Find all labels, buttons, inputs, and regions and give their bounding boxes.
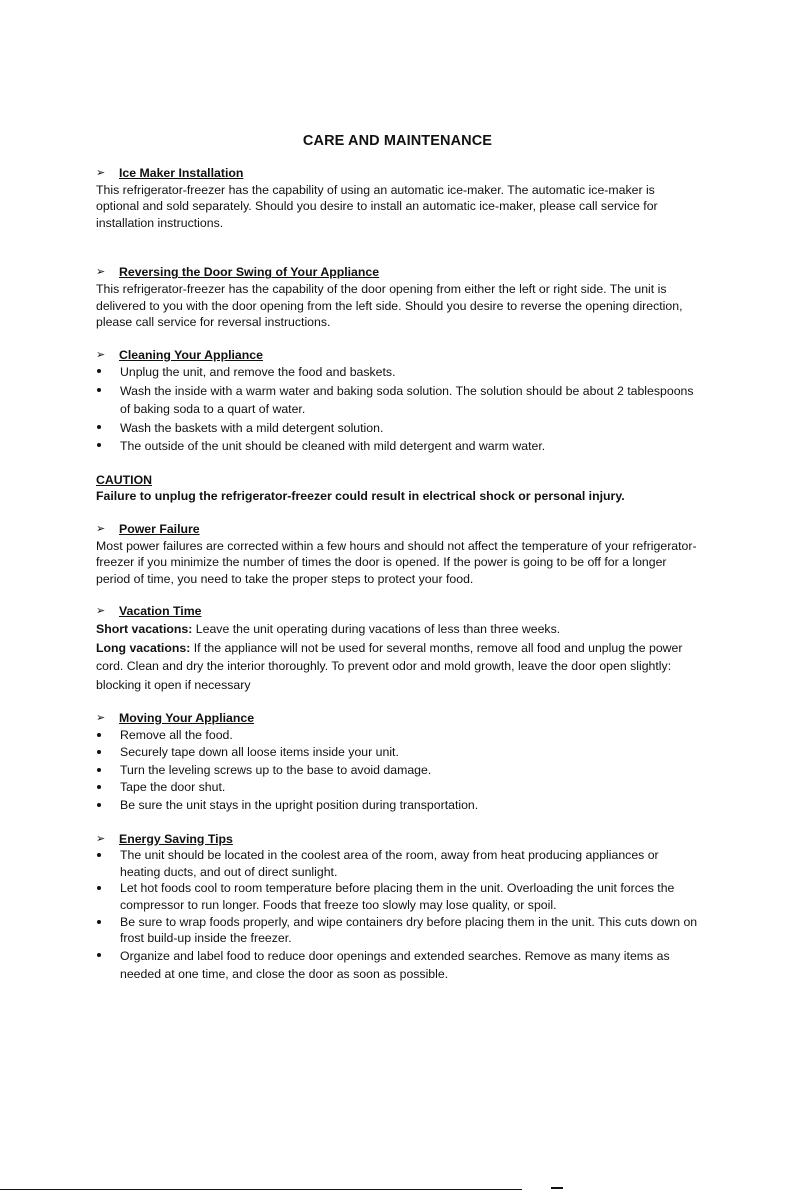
section-power-failure xyxy=(96,521,700,587)
list-item: Unplug the unit, and remove the food and baskets. xyxy=(96,363,700,382)
long-vacations-paragraph xyxy=(96,639,700,695)
list-item: Tape the door shut. xyxy=(96,779,700,797)
arrow-bullet-icon: ➢ xyxy=(96,605,106,618)
section-paragraph: This refrigerator-freezer has the capability of the door opening from either the left or right side. The unit is delivered to you with the door opening from the left side. Should you desire to reverse the opening direction, please call service for reversal instructions. xyxy=(96,281,683,330)
section-heading-row xyxy=(96,521,700,538)
section-heading-row xyxy=(96,831,700,848)
list-item: Wash the baskets with a mild detergent solution. xyxy=(96,419,700,438)
bullet-list xyxy=(96,727,700,815)
arrow-bullet-icon: ➢ xyxy=(96,832,106,845)
bullet-list xyxy=(96,363,700,456)
section-paragraph: Most power failures are corrected within a few hours and should not affect the temperature of your refrigerator-freezer if you minimize the number of times the door is opened. If the power is going to be off for a longer period of time, you need to take the proper steps to protect your food. xyxy=(96,538,697,586)
section-heading-row xyxy=(96,165,700,182)
section-heading: Energy Saving Tips xyxy=(119,831,233,846)
list-item: Organize and label food to reduce door openings and extended searches. Remove as many items as needed at one time, and close the door as soon as possible. xyxy=(96,947,700,984)
section-heading-row xyxy=(96,603,700,620)
section-heading-row xyxy=(96,264,700,281)
section-heading: Cleaning Your Appliance xyxy=(119,347,263,362)
list-item: Be sure to wrap foods properly, and wipe containers dry before placing them in the unit. This cuts down on frost build-up inside the freezer. xyxy=(96,914,700,947)
section-cleaning xyxy=(96,347,700,456)
short-vacations-text: Leave the unit operating during vacations of less than three weeks. xyxy=(192,622,561,636)
list-item: The outside of the unit should be cleaned with mild detergent and warm water. xyxy=(96,437,700,456)
section-heading-row xyxy=(96,347,700,364)
list-item: Securely tape down all loose items inside your unit. xyxy=(96,744,700,762)
section-heading: Moving Your Appliance xyxy=(119,711,255,725)
list-item: Wash the inside with a warm water and baking soda solution. The solution should be about 2 tablespoons of baking soda to a quart of water. xyxy=(96,382,700,419)
section-energy-saving xyxy=(96,831,700,984)
page-title: CARE AND MAINTENANCE xyxy=(302,133,493,149)
section-heading: Ice Maker Installation xyxy=(119,166,244,180)
short-vacations-label: Short vacations: xyxy=(96,622,193,636)
section-reversing-door xyxy=(96,264,700,330)
footer-rule xyxy=(0,1189,522,1190)
arrow-bullet-icon: ➢ xyxy=(96,167,106,179)
arrow-bullet-icon: ➢ xyxy=(96,348,106,361)
section-vacation xyxy=(96,603,700,694)
list-item: The unit should be located in the coolest area of the room, away from heat producing appliances or heating ducts, and out of direct sunlight. xyxy=(96,847,700,880)
section-heading: Reversing the Door Swing of Your Appliance xyxy=(119,265,380,280)
page-number-mark xyxy=(551,1187,563,1189)
section-heading: Power Failure xyxy=(119,522,200,537)
section-heading-row xyxy=(96,710,700,727)
list-item: Let hot foods cool to room temperature before placing them in the unit. Overloading the unit forces the compressor to run longer. Foods that freeze too slowly may lose quality, or spoil. xyxy=(96,880,700,913)
arrow-bullet-icon: ➢ xyxy=(96,523,106,536)
list-item: Be sure the unit stays in the upright position during transportation. xyxy=(96,797,700,815)
list-item: Remove all the food. xyxy=(96,727,700,745)
arrow-bullet-icon: ➢ xyxy=(96,712,106,724)
section-ice-maker xyxy=(96,165,700,231)
section-moving xyxy=(96,710,700,815)
short-vacations-paragraph xyxy=(96,620,700,639)
bullet-list xyxy=(96,847,700,984)
section-paragraph: This refrigerator-freezer has the capability of using an automatic ice-maker. The automatic ice-maker is optional and sold separately. Should you desire to install an automatic ice-maker, please call service for installation instructions. xyxy=(96,182,658,230)
document-body xyxy=(96,165,700,984)
caution-text: Failure to unplug the refrigerator-freezer could result in electrical shock or personal injury. xyxy=(96,489,625,504)
long-vacations-text: If the appliance will not be used for several months, remove all food and unplug the power cord. Clean and dry the interior thoroughly. To prevent odor and mold growth, leave the door open slightly: blocking it open if necessary xyxy=(96,640,683,692)
caution-heading: CAUTION xyxy=(96,472,153,487)
section-heading: Vacation Time xyxy=(119,604,202,619)
list-item: Turn the leveling screws up to the base to avoid damage. xyxy=(96,762,700,780)
section-caution xyxy=(96,472,700,505)
arrow-bullet-icon: ➢ xyxy=(96,266,106,279)
long-vacations-label: Long vacations: xyxy=(96,640,191,655)
